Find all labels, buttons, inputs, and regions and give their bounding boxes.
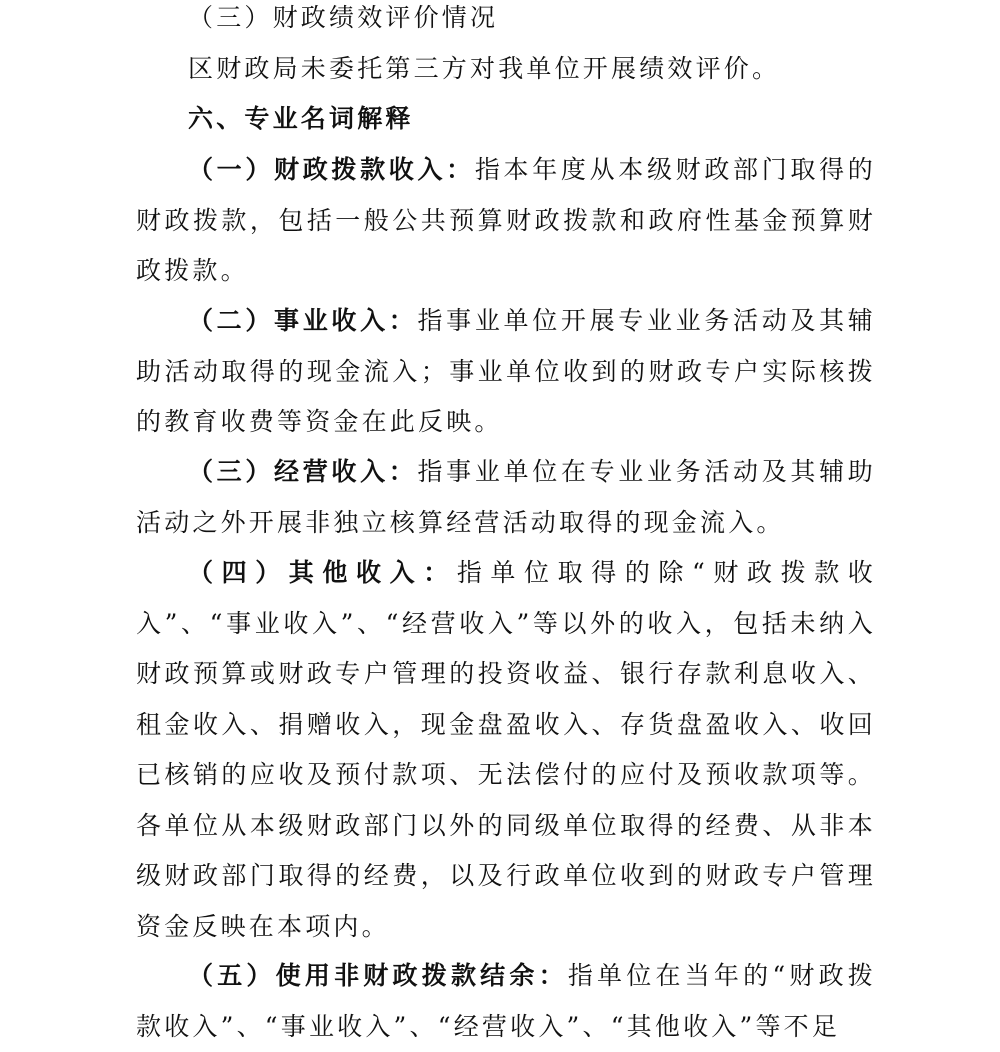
definition-item-4 (136, 548, 876, 952)
definition-item-4-text: 指单位取得的除“财政拨款收入”、“事业收入”、“经营收入”等以外的收入，包括未纳入财政预算或财政专户管理的投资收益、银行存款利息收入、租金收入、捐赠收入，现金盘盈收入、存货盘盈收入、收回已核销的应收及预付款项、无法偿付的应付及预收款项等。各单位从本级财政部门以外的同级单位取得的经费、从非本级财政部门取得的经费，以及行政单位收到的财政专户管理资金反映在本项内。 (136, 558, 876, 941)
section-3-heading (136, 0, 876, 44)
section-3-heading-text: （三）财政绩效评价情况 (188, 3, 499, 32)
definition-item-2 (136, 296, 876, 448)
section-3-body-text: 区财政局未委托第三方对我单位开展绩效评价。 (188, 54, 781, 83)
definition-item-1-text: 指本年度从本级财政部门取得的财政拨款，包括一般公共预算财政拨款和政府性基金预算财政拨款。 (136, 155, 876, 285)
definition-item-5 (136, 951, 876, 1052)
section-6-heading (136, 94, 876, 145)
section-6-heading-text: 六、专业名词解释 (188, 104, 414, 133)
definition-item-4-lead: （四）其他收入： (188, 558, 457, 587)
definition-item-2-text: 指事业单位开展专业业务活动及其辅助活动取得的现金流入；事业单位收到的财政专户实际核拨的教育收费等资金在此反映。 (136, 306, 876, 436)
definition-item-3-lead: （三）经营收入： (188, 457, 418, 486)
definition-item-1-lead: （一）财政拨款收入： (188, 155, 475, 184)
definition-item-3 (136, 447, 876, 548)
definition-item-3-text: 指事业单位在专业业务活动及其辅助活动之外开展非独立核算经营活动取得的现金流入。 (136, 457, 876, 537)
definition-item-2-lead: （二）事业收入： (188, 306, 418, 335)
section-3-body (136, 44, 876, 95)
definition-item-5-text: 指单位在当年的“财政拨款收入”、“事业收入”、“经营收入”、“其他收入”等不足 (136, 961, 877, 1041)
definition-item-1 (136, 145, 876, 297)
definition-item-5-lead: （五）使用非财政拨款结余： (188, 961, 568, 990)
